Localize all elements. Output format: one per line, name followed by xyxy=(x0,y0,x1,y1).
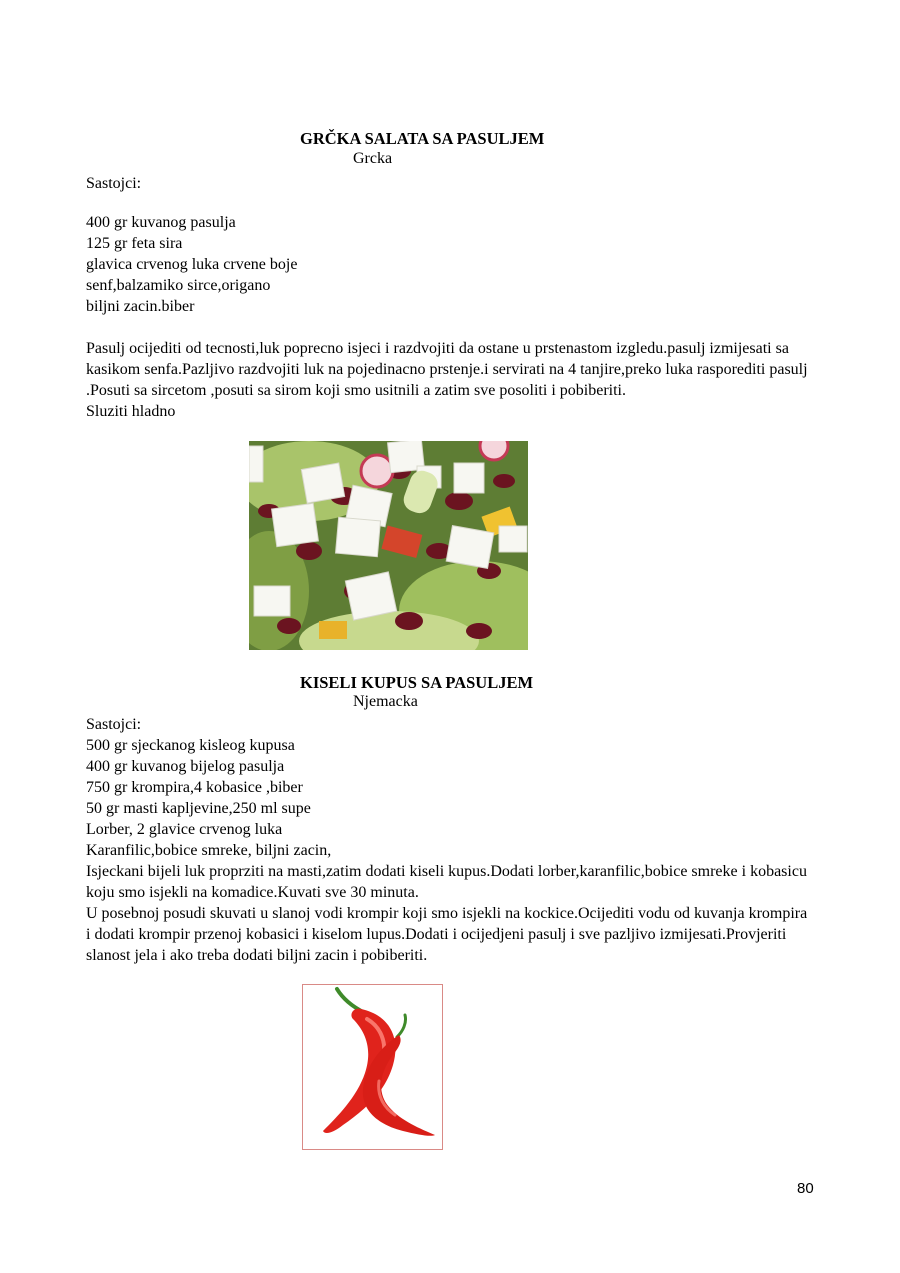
ingredient-line: 750 gr krompira,4 kobasice ,biber xyxy=(86,779,303,796)
recipe1-title: GRČKA SALATA SA PASULJEM xyxy=(300,129,545,148)
recipe1-origin: Grcka xyxy=(353,150,393,167)
ingredient-line: biljni zacin.biber xyxy=(86,298,195,315)
page-number: 80 xyxy=(797,1180,814,1197)
recipe2-instructions xyxy=(86,861,811,966)
ingredient-line: 125 gr feta sira xyxy=(86,235,183,252)
recipe1-ingredients-label: Sastojci: xyxy=(86,175,142,192)
instruction-paragraph: Pasulj ocijediti od tecnosti,luk poprecno isjeci i razdvojiti da ostane u prstenastom izgledu.pasulj izmijesati sa kasikom senfa.Pazljivo razdvojiti luk na pojedinacno prstenje.i servirati na 4 tanjire,preko luka rasporediti pasulj .Posuti sa sircetom ,posuti sa sirom koji smo usitnili a zatim sve posoliti i pobiberiti. xyxy=(86,340,808,399)
ingredient-line: Karanfilic,bobice smreke, biljni zacin, xyxy=(86,842,332,859)
recipe2-title: KISELI KUPUS SA PASULJEM xyxy=(300,673,534,692)
instruction-paragraph: U posebnoj posudi skuvati u slanoj vodi krompir koji smo isjekli na kockice.Ocijediti vodu od kuvanja krompira i dodati krompir przenoj kobasici i kiselom lupus.Dodati i ocijedjeni pasulj i sve pazljivo izmijesati.Provjeriti slanost jela i ako treba dodati biljni zacin i pobiberiti. xyxy=(86,905,808,964)
recipe2-ingredients-label: Sastojci: xyxy=(86,716,142,733)
salad-photo-icon xyxy=(249,441,528,650)
instruction-paragraph: Isjeckani bijeli luk proprziti na masti,zatim dodati kiseli kupus.Dodati lorber,karanfilic,bobice smreke i kobasicu koju smo isjekli na komadice.Kuvati sve 30 minuta. xyxy=(86,863,807,901)
ingredient-line: 400 gr kuvanog bijelog pasulja xyxy=(86,758,285,775)
chili-pepper-icon xyxy=(302,984,443,1150)
ingredient-line: 500 gr sjeckanog kisleog kupusa xyxy=(86,737,295,754)
ingredient-line: 400 gr kuvanog pasulja xyxy=(86,214,236,231)
ingredient-line: 50 gr masti kapljevine,250 ml supe xyxy=(86,800,311,817)
recipe1-instructions xyxy=(86,338,816,422)
instruction-paragraph: Sluziti hladno xyxy=(86,403,176,420)
recipe2-origin: Njemacka xyxy=(353,693,418,710)
ingredient-line: senf,balzamiko sirce,origano xyxy=(86,277,271,294)
ingredient-line: Lorber, 2 glavice crvenog luka xyxy=(86,821,283,838)
ingredient-line: glavica crvenog luka crvene boje xyxy=(86,256,298,273)
